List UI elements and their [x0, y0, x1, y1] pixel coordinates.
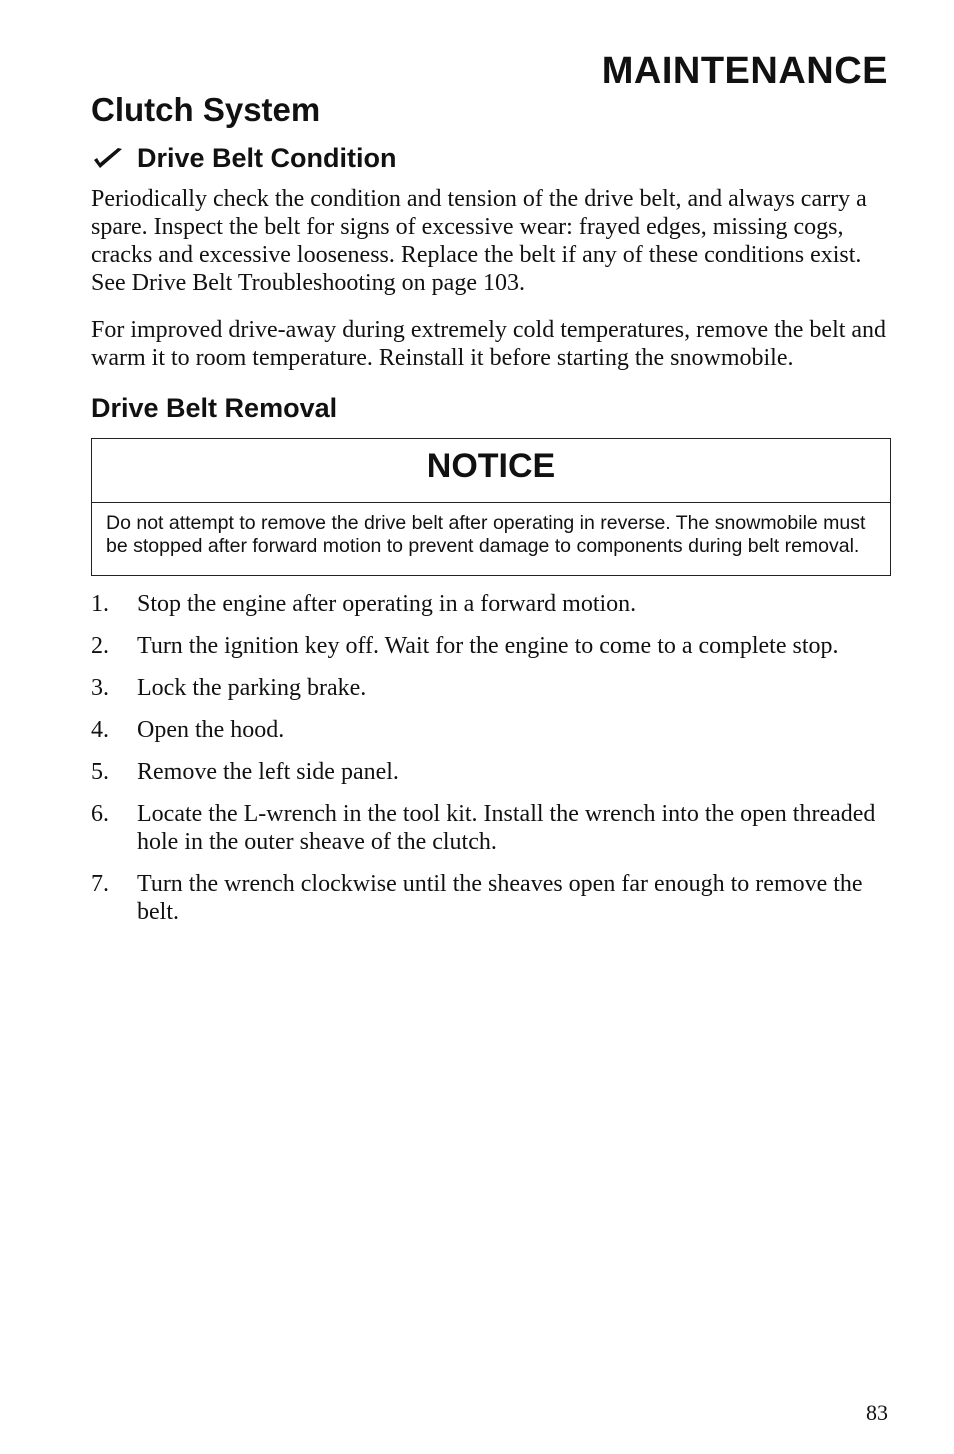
removal-heading: Drive Belt Removal [91, 392, 338, 423]
step-number: 4. [91, 717, 109, 744]
step-text: Remove the left side panel. [137, 759, 399, 786]
list-item [91, 590, 891, 618]
step-number: 1. [91, 591, 109, 618]
paragraph-belt-condition: Periodically check the condition and tension of the drive belt, and always carry a spare. Inspect the belt for signs of excessive wear: frayed edges, missing cogs, cracks and excessive looseness. Replace the belt if any of these conditions exist. See Drive Belt Troubleshooting on page 103. [91, 185, 867, 296]
step-text: Lock the parking brake. [137, 675, 367, 702]
step-number: 7. [91, 871, 109, 898]
subsection-heading [91, 142, 891, 174]
step-number: 3. [91, 675, 109, 702]
section-title: Clutch System [91, 91, 321, 128]
step-number: 2. [91, 633, 109, 660]
notice-title: NOTICE [92, 439, 890, 503]
removal-steps-list [91, 590, 891, 926]
step-text: Turn the wrench clockwise until the sheaves open far enough to remove the belt. [137, 871, 863, 926]
list-item [91, 716, 891, 744]
list-item [91, 674, 891, 702]
list-item [91, 632, 891, 660]
paragraph-cold-temperatures: For improved drive-away during extremely cold temperatures, remove the belt and warm it to room temperature. Reinstall it before starting the snowmobile. [91, 316, 887, 371]
step-text: Locate the L-wrench in the tool kit. Install the wrench into the open threaded hole in the outer sheave of the clutch. [137, 801, 876, 856]
page-number: 83 [866, 1400, 888, 1425]
step-text: Open the hood. [137, 717, 285, 744]
notice-text: Do not attempt to remove the drive belt after operating in reverse. The snowmobile must be stopped after forward motion to prevent damage to components during belt removal. [106, 512, 866, 558]
page-header-title: MAINTENANCE [601, 50, 888, 92]
step-text: Stop the engine after operating in a forward motion. [137, 591, 637, 618]
step-number: 6. [91, 801, 109, 828]
list-item [91, 758, 891, 786]
subsection-title: Drive Belt Condition [137, 143, 397, 174]
step-text: Turn the ignition key off. Wait for the engine to come to a complete stop. [137, 633, 839, 660]
page-content [91, 92, 891, 940]
list-item [91, 870, 891, 926]
list-item [91, 800, 891, 856]
notice-box [91, 438, 891, 576]
checkmark-icon [91, 145, 125, 171]
step-number: 5. [91, 759, 109, 786]
